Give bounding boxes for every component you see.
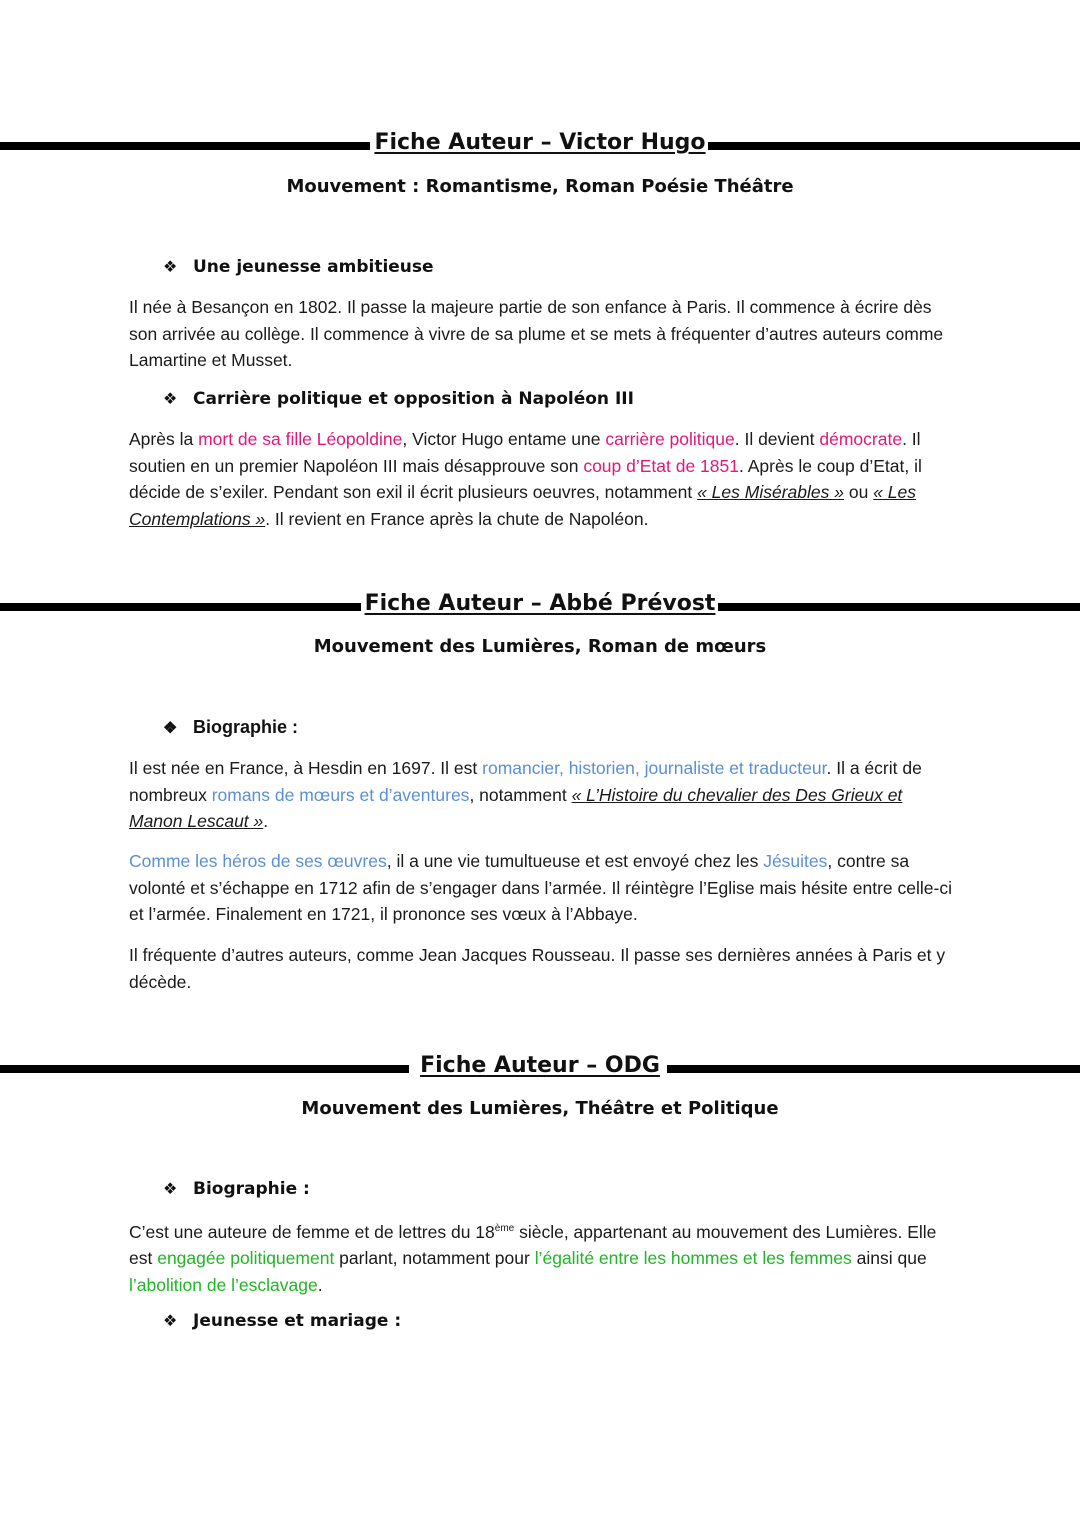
section-heading: ❖ Jeunesse et mariage : (163, 1311, 402, 1331)
section-subtitle: Mouvement des Lumières, Roman de mœurs (313, 636, 767, 657)
bullet-diamond-icon: ❖ (163, 720, 178, 737)
section-title-row-hugo (0, 126, 1080, 166)
section-subtitle: Mouvement : Romantisme, Roman Poésie Théâtre (286, 176, 794, 197)
work-title: « L’Histoire du chevalier des Des Grieux et Manon Lescaut » (129, 784, 903, 831)
section-heading: ❖ Biographie : (163, 717, 299, 737)
section-heading: ❖ Biographie : (163, 1179, 310, 1199)
highlight: Jésuites (763, 851, 828, 871)
paragraph: Comme les héros de ses œuvres, il a une vie tumultueuse et est envoyé chez les Jésuites, contre sa volonté et s’échappe en 1712 afin de s’engager dans l’armée. Il réintègre l’Eglise mais hésite entre celle-ci et l’armée. Finalement en 1721, il prononce ses vœux à l’Abbaye. (129, 851, 952, 924)
work-title: « Les Misérables » (697, 482, 844, 502)
section-title: Fiche Auteur – ODG (420, 1053, 660, 1078)
section-subtitle: Mouvement des Lumières, Théâtre et Politique (301, 1098, 779, 1119)
section-heading: ❖ Carrière politique et opposition à Napoléon III (163, 389, 634, 409)
paragraph: Après la mort de sa fille Léopoldine, Victor Hugo entame une carrière politique. Il devient démocrate. Il soutien en un premier Napoléon III mais désapprouve son coup d’Etat de 1851. Après le coup d’Etat, il décide de s’exiler. Pendant son exil il écrit plusieurs oeuvres, notamment « Les Misérables » ou « Les Contemplations ». Il revient en France après la chute de Napoléon. (129, 429, 922, 529)
bullet-diamond-icon: ❖ (163, 257, 178, 276)
paragraph: Il est née en France, à Hesdin en 1697. Il est romancier, historien, journaliste et traducteur. Il a écrit de nombreux romans de mœurs et d’aventures, notamment « L’Histoire du chevalier des Des Grieux et Manon Lescaut ». (129, 758, 922, 831)
section-title-row-odg (0, 1049, 1080, 1089)
bullet-diamond-icon: ❖ (163, 389, 178, 408)
highlight: démocrate (819, 429, 903, 449)
bullet-diamond-icon: ❖ (163, 1311, 178, 1330)
section-title: Fiche Auteur – Victor Hugo (374, 130, 706, 155)
highlight: l’abolition de l’esclavage (129, 1274, 318, 1295)
highlight: l’égalité entre les hommes et les femmes (534, 1248, 852, 1269)
highlight: romans de mœurs et d’aventures (211, 784, 470, 805)
highlight: carrière politique (605, 429, 735, 449)
section-title-row-prevost (0, 587, 1080, 627)
highlight: mort de sa fille Léopoldine (198, 429, 403, 449)
paragraph: Il fréquente d’autres auteurs, comme Jean Jacques Rousseau. Il passe ses dernières années à Paris et y décède. (129, 945, 946, 992)
paragraph: C’est une auteure de femme et de lettres du 18ème siècle, appartenant au mouvement des Lumières. Elle est engagée politiquement parlant, notamment pour l’égalité entre les hommes et les femmes ainsi que l’abolition de l’esclavage. (129, 1221, 937, 1295)
section-heading: ❖ Une jeunesse ambitieuse (163, 257, 434, 277)
bullet-diamond-icon: ❖ (163, 1179, 178, 1198)
section-title: Fiche Auteur – Abbé Prévost (364, 591, 716, 616)
highlight: coup d’Etat de 1851 (583, 455, 739, 476)
highlight: Comme les héros de ses œuvres (129, 851, 387, 871)
highlight: engagée politiquement (157, 1248, 335, 1269)
paragraph: Il née à Besançon en 1802. Il passe la majeure partie de son enfance à Paris. Il commence à écrire dès son arrivée au collège. Il commence à vivre de sa plume et se mets à fréquenter d’autres auteurs comme Lamartine et Musset. (129, 297, 944, 370)
highlight: romancier, historien, journaliste et traducteur (482, 758, 827, 778)
work-title: « Les Contemplations » (129, 482, 916, 529)
